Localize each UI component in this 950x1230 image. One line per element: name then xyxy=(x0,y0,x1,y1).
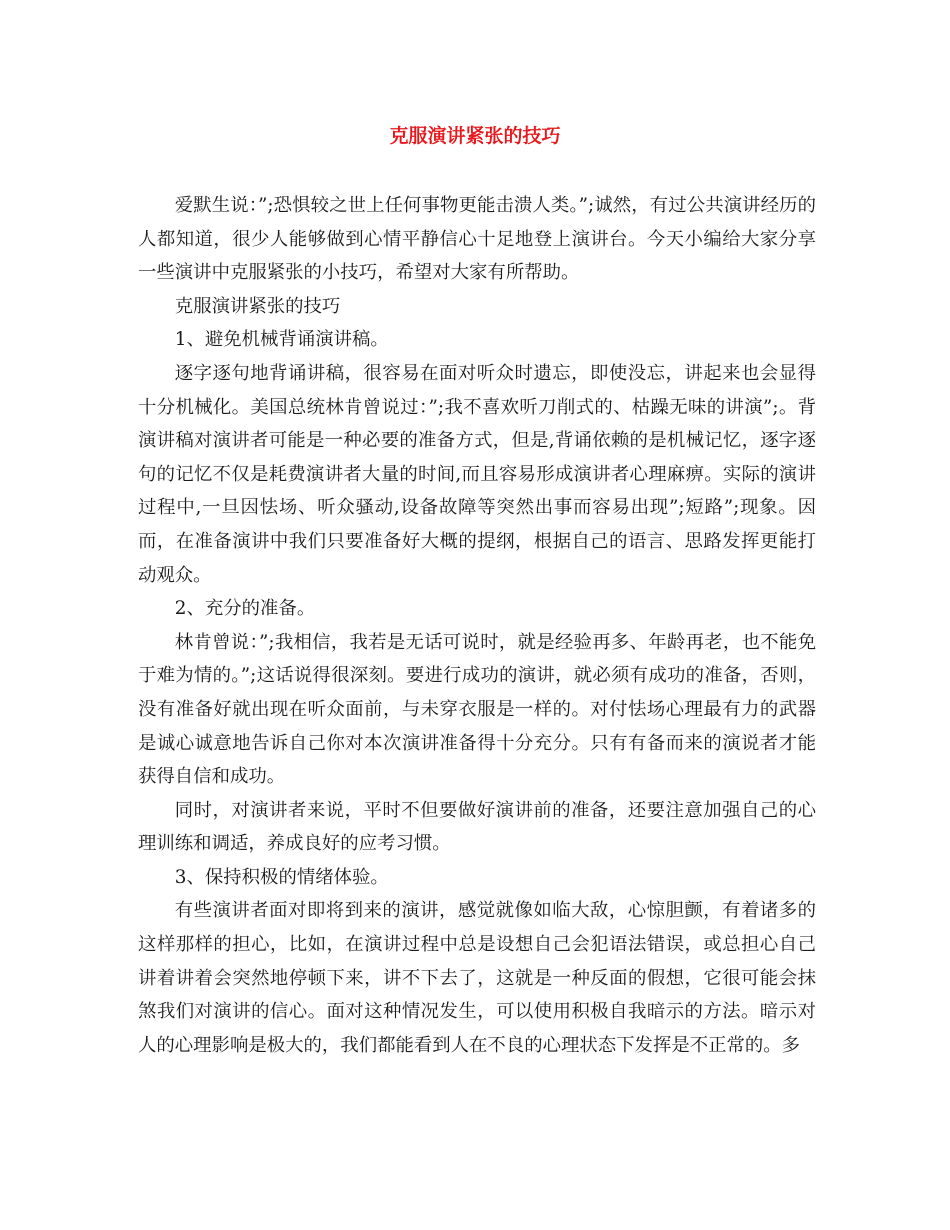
paragraph-point-2-heading: 2、充分的准备。 xyxy=(174,598,316,620)
paragraph-section-heading: 克服演讲紧张的技巧 xyxy=(174,295,341,317)
document-title: 克服演讲紧张的技巧 xyxy=(389,125,561,147)
paragraph-point-2-extra: 同时，对演讲者来说，平时不但要做好演讲前的准备，还要注意加强自己的心理训练和调适，养成良好的应考习惯。 xyxy=(138,799,816,855)
paragraph-point-3-heading: 3、保持积极的情绪体验。 xyxy=(174,866,389,888)
paragraph-point-1-heading: 1、避免机械背诵演讲稿。 xyxy=(174,329,389,351)
paragraph-point-2-body: 林肯曾说：”;我相信，我若是无话可说时，就是经验再多、年龄再老，也不能免于难为情的。”;这话说得很深刻。要进行成功的演讲，就必须有成功的准备，否则，没有准备好就出现在听众面前，与未穿衣服是一样的。对付怯场心理最有力的武器是诚心诚意地告诉自己你对本次演讲准备得十分充分。只有有备而来的演说者才能获得自信和成功。 xyxy=(138,631,816,788)
paragraph-intro: 爱默生说：”;恐惧较之世上任何事物更能击溃人类。”;诚然，有过公共演讲经历的人都知道，很少人能够做到心情平静信心十足地登上演讲台。今天小编给大家分享一些演讲中克服紧张的小技巧，希望对大家有所帮助。 xyxy=(138,195,816,284)
paragraph-point-3-body: 有些演讲者面对即将到来的演讲，感觉就像如临大敌，心惊胆颤，有着诸多的这样那样的担心，比如，在演讲过程中总是设想自己会犯语法错误，或总担心自己讲着讲着会突然地停顿下来，讲不下去了，这就是一种反面的假想，它很可能会抹煞我们对演讲的信心。面对这种情况发生，可以使用积极自我暗示的方法。暗示对人的心理影响是极大的，我们都能看到人在不良的心理状态下发挥是不正常的。多 xyxy=(138,900,816,1056)
paragraph-point-1-body: 逐字逐句地背诵讲稿，很容易在面对听众时遗忘，即使没忘，讲起来也会显得十分机械化。美国总统林肯曾说过：”;我不喜欢听刀削式的、枯躁无味的讲演”;。背演讲稿对演讲者可能是一种必要的准备方式，但是,背诵依赖的是机械记忆，逐字逐句的记忆不仅是耗费演讲者大量的时间,而且容易形成演讲者心理麻痹。实际的演讲过程中,一旦因怯场、听众骚动,设备故障等突然出事而容易出现”;短路”;现象。因而，在准备演讲中我们只要准备好大概的提纲，根据自己的语言、思路发挥更能打动观众。 xyxy=(138,362,816,586)
document-body xyxy=(138,189,816,1062)
